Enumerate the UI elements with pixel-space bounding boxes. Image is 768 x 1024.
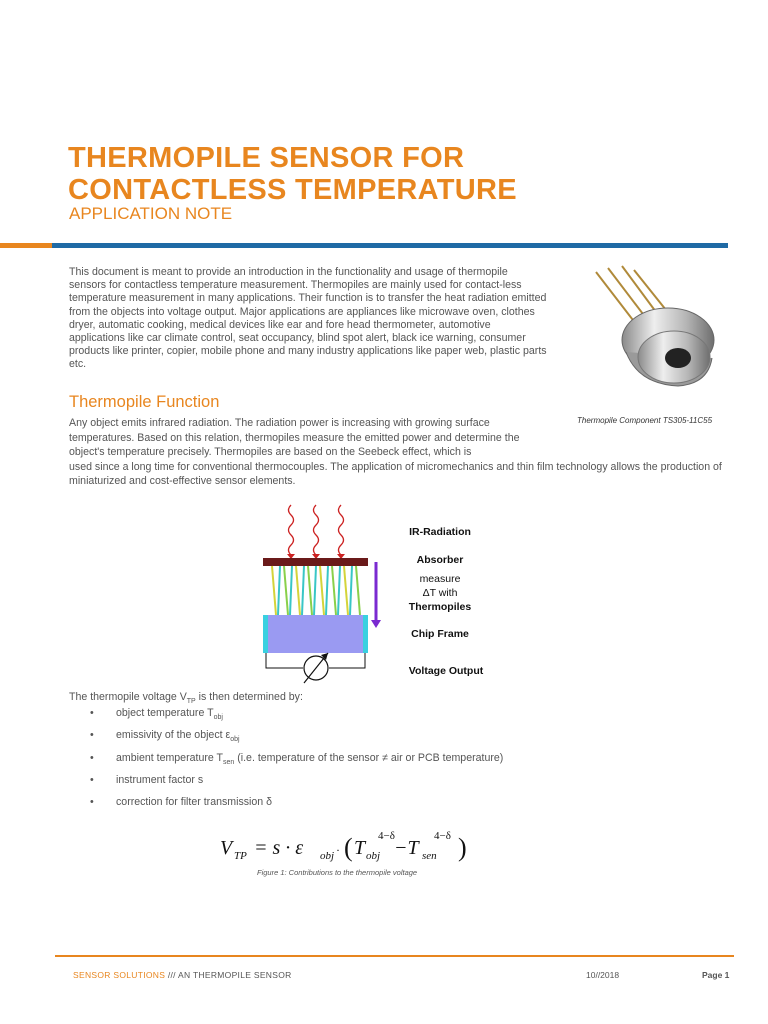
footer-divider	[55, 955, 734, 957]
formula-dot: ·	[336, 843, 340, 857]
footer-doc-name: /// AN THERMOPILE SENSOR	[165, 970, 292, 980]
document-title	[68, 142, 517, 206]
title-line-1: THERMOPILE SENSOR FOR	[68, 142, 465, 174]
formula-paren-open: (	[344, 833, 353, 862]
footer-title	[73, 970, 292, 980]
label-chip-frame: Chip Frame	[411, 628, 469, 640]
factor-sub: obj	[230, 736, 240, 744]
label-thermopiles: Thermopiles	[408, 601, 472, 613]
formula-lhs-sub: TP	[234, 850, 247, 862]
footer-page-number: Page 1	[702, 970, 730, 980]
figure-caption: Figure 1: Contributions to the thermopile voltage	[257, 868, 418, 877]
formula-paren-close: )	[458, 833, 467, 862]
intro-paragraph: This document is meant to provide an introduction in the functionality and usage of thermopile sensors for contactless temperature measurement. Thermopiles are mainly used for contact-less temperature measurement in many applications. Their function is to transfer the heat radiation emitted from the objects into voltage output. Major applications are appliances like microwave oven, clothes dryer, automatic cooking, medical devices like ear and fore head thermometer, automotive applications like car climate control, seat occupancy, blind spot alert, black ice warning, consumer products like printer, copier, mobile phone and many industry applications like paper web, plastic parts etc.	[69, 266, 547, 371]
list-item	[69, 751, 503, 773]
thermopile-voltage-formula	[218, 826, 478, 868]
list-item	[69, 706, 503, 728]
formula-t1-sub: obj	[366, 850, 381, 862]
photo-caption: Thermopile Component TS305-11C55	[577, 416, 713, 425]
factor-sub: obj	[213, 714, 223, 722]
header-bar-orange	[0, 243, 52, 248]
factor-sub: sen	[222, 758, 235, 766]
formula-t2-sub: sen	[422, 850, 437, 862]
function-text-wide: used since a long time for conventional thermocouples. The application of micromechanics and thin film technology allows the production of miniaturized and cost-effective sensor elements.	[69, 460, 722, 487]
function-paragraph	[69, 416, 729, 489]
formula-eps-sub: obj	[320, 850, 335, 862]
title-line-2: CONTACTLESS TEMPERATURE	[68, 174, 517, 206]
factor-post: (i.e. temperature of the sensor ≠ air or PCB temperature)	[234, 751, 504, 764]
voltage-intro-pre: The thermopile voltage V	[69, 691, 187, 703]
list-item	[69, 795, 503, 817]
formula-lhs: V	[220, 837, 233, 859]
label-delta-t: ΔT with	[422, 587, 458, 599]
label-ir-radiation: IR-Radiation	[409, 526, 471, 538]
factor-text: correction for filter transmission δ	[116, 796, 273, 809]
factor-text: emissivity of the object ε	[116, 729, 231, 742]
voltage-intro	[69, 691, 303, 705]
label-absorber: Absorber	[416, 554, 464, 566]
footer-date: 10//2018	[586, 970, 620, 980]
formula-minus-t2: −T	[394, 837, 419, 859]
formula-eq: = s · ε	[254, 837, 304, 859]
formula-exp2: 4−δ	[434, 830, 451, 842]
factor-text: object temperature T	[116, 707, 214, 719]
factor-list	[69, 706, 503, 817]
footer-brand: SENSOR SOLUTIONS	[73, 970, 166, 980]
formula-t1: T	[354, 837, 366, 859]
factor-text: ambient temperature T	[116, 751, 223, 764]
document-subtitle: APPLICATION NOTE	[69, 204, 233, 223]
list-item	[69, 728, 503, 750]
formula-exp1: 4−δ	[378, 830, 395, 842]
thermopile-component-photo	[578, 262, 728, 392]
function-text-narrow: Any object emits infrared radiation. The radiation power is increasing with growing surface temperatures. Based on this relation, thermopiles measure the emitted power and determine the object's temperature precisely. Thermopiles are based on the Seebeck effect, which is	[69, 417, 520, 458]
label-measure: measure	[419, 573, 461, 585]
voltage-intro-sub: TP	[186, 698, 196, 706]
label-voltage-output: Voltage Output	[408, 665, 484, 677]
section-heading: Thermopile Function	[69, 393, 220, 411]
header-bar-blue	[52, 243, 728, 248]
voltage-intro-post: is then determined by:	[195, 691, 303, 703]
factor-text: instrument factor s	[116, 773, 204, 786]
list-item	[69, 773, 503, 795]
